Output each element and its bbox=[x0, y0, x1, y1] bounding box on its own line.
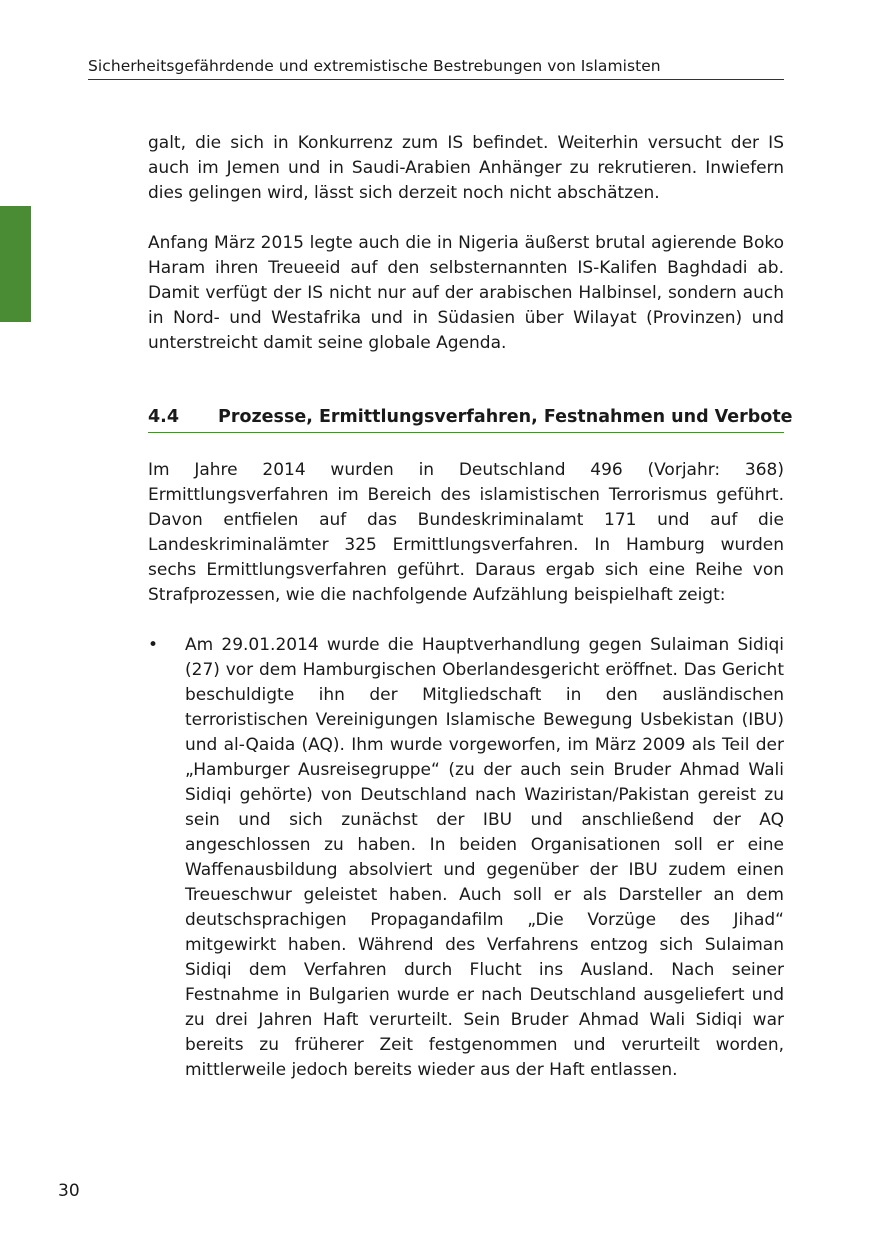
list-item-text: Am 29.01.2014 wurde die Hauptverhandlung gegen Sulaiman Sidiqi (27) vor dem Hamburgischen Oberlandesgericht eröffnet. Das Gericht beschuldigte ihn der Mitgliedschaft in den ausländischen terroristischen Vereinigungen Islamische Bewegung Usbekistan (IBU) und al-Qaida (AQ). Ihm wurde vorgeworfen, im März 2009 als Teil der „Hamburger Ausreisegruppe“ (zu der auch sein Bruder Ahmad Wali Sidiqi gehörte) von Deutschland nach Waziristan/Pakistan gereist zu sein und sich zunächst der IBU und anschließend der AQ angeschlossen zu haben. In beiden Organisationen soll er eine Waffenausbildung absolviert und gegenüber der IBU zudem einen Treueschwur geleistet haben. Auch soll er als Darsteller an dem deutschsprachigen Propagandafilm „Die Vorzüge des Jihad“ mitgewirkt haben. Während des Verfahrens entzog sich Sulaiman Sidiqi dem Verfahren durch Flucht ins Ausland. Nach seiner Festnahme in Bulgarien wurde er nach Deutschland ausgeliefert und zu drei Jahren Haft verurteilt. Sein Bruder Ahmad Wali Sidiqi war bereits zu früherer Zeit festgenommen und verurteilt worden, mittlerweile jedoch bereits wieder aus der Haft entlassen. bbox=[185, 635, 784, 1080]
section-intro: Im Jahre 2014 wurden in Deutschland 496 (Vorjahr: 368) Ermittlungsverfahren im Bereich des islamistischen Terrorismus geführt. Davon entfielen auf das Bundeskriminalamt 171 und auf die Landeskriminalämter 325 Ermittlungsverfahren. In Hamburg wurden sechs Ermittlungsverfahren geführt. Daraus ergab sich eine Reihe von Strafprozessen, wie die nachfolgende Aufzählung beispielhaft zeigt: bbox=[148, 460, 784, 605]
list-item bbox=[148, 633, 784, 1083]
bullet-icon: • bbox=[148, 635, 159, 655]
running-header: Sicherheitsgefährdende und extremistische Bestrebungen von Islamisten bbox=[88, 57, 784, 80]
section-heading bbox=[148, 405, 793, 433]
page-content bbox=[148, 131, 793, 1083]
bullet-list bbox=[148, 633, 784, 1083]
paragraph-2: Anfang März 2015 legte auch die in Nigeria äußerst brutal agierende Boko Haram ihren Treueeid auf den selbsternannten IS-Kalifen Baghdadi ab. Damit verfügt der IS nicht nur auf der arabischen Halbinsel, sondern auch in Nord- und Westafrika und in Südasien über Wilayat (Provinzen) und unterstreicht damit seine globale Agenda. bbox=[148, 233, 784, 353]
paragraph-1: galt, die sich in Konkurrenz zum IS befindet. Weiterhin versucht der IS auch im Jemen und in Saudi-Arabien Anhänger zu rekrutieren. Inwiefern dies gelingen wird, lässt sich derzeit noch nicht abschätzen. bbox=[148, 133, 784, 203]
chapter-side-tab bbox=[0, 206, 31, 322]
section-title: Prozesse, Ermittlungsverfahren, Festnahmen und Verbote bbox=[218, 407, 793, 427]
section-number: 4.4 bbox=[148, 407, 180, 427]
page-number: 30 bbox=[58, 1181, 80, 1201]
